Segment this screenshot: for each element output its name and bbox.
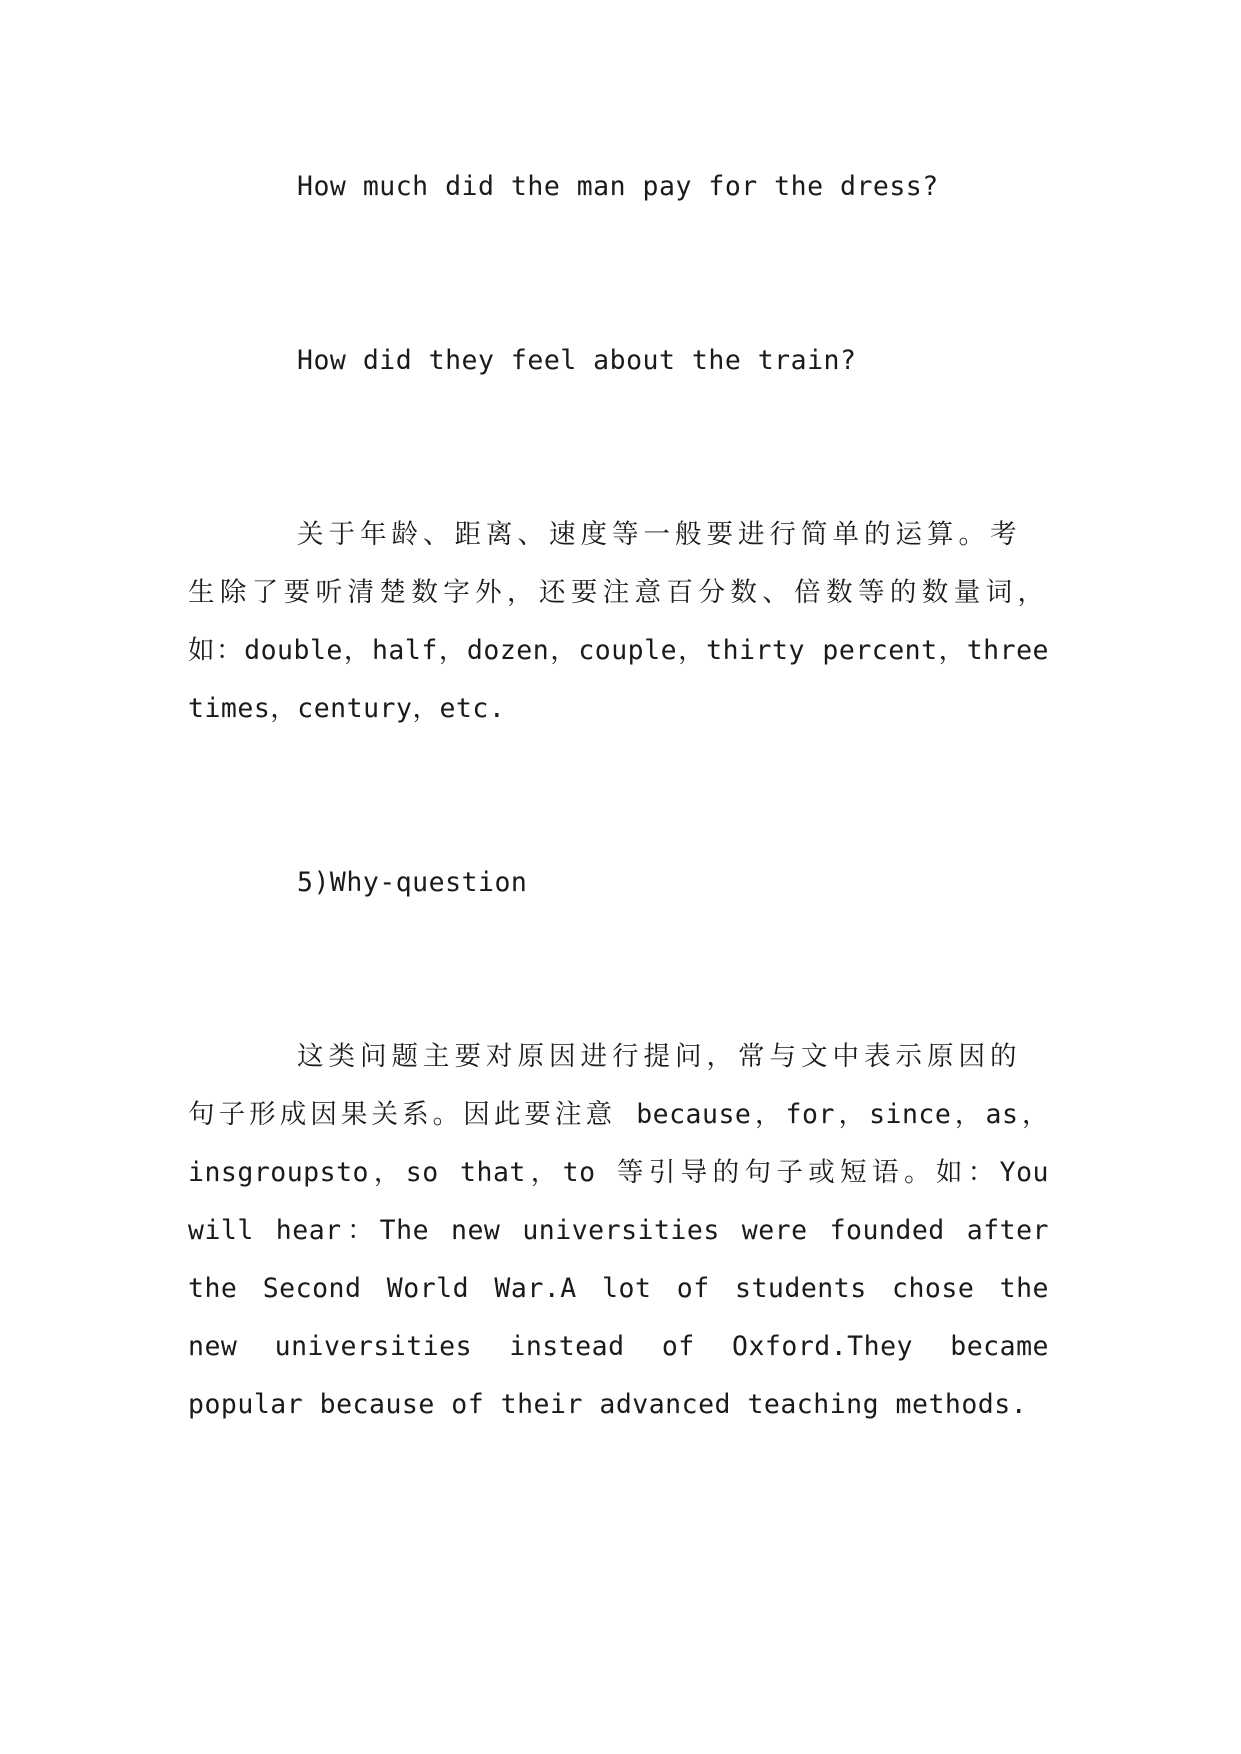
paragraph-line: insgroupsto，so that，to 等引导的句子或短语。如：You [188, 1157, 1049, 1188]
paragraph-line: 生除了要听清楚数字外，还要注意百分数、倍数等的数量词， [188, 577, 1049, 608]
question-line: How did they feel about the train? [297, 345, 857, 376]
section-heading: 5)Why-question [297, 867, 528, 898]
question-line: How much did the man pay for the dress? [297, 171, 939, 202]
paragraph-line: 这类问题主要对原因进行提问，常与文中表示原因的 [297, 1041, 1022, 1072]
paragraph-line: will hear：The new universities were founded after [188, 1215, 1049, 1246]
paragraph-line: popular because of their advanced teaching methods. [188, 1389, 1028, 1420]
paragraph-line: 如：double，half，dozen，couple，thirty percent，three [188, 635, 1049, 666]
paragraph-line: times，century，etc. [188, 693, 506, 724]
paragraph-line: 句子形成因果关系。因此要注意 because，for，since，as， [188, 1099, 1049, 1130]
paragraph-line: the Second World War.A lot of students chose the [188, 1273, 1049, 1304]
paragraph-line: 关于年龄、距离、速度等一般要进行简单的运算。考 [297, 519, 1022, 550]
paragraph-line: new universities instead of Oxford.They became [188, 1331, 1049, 1362]
